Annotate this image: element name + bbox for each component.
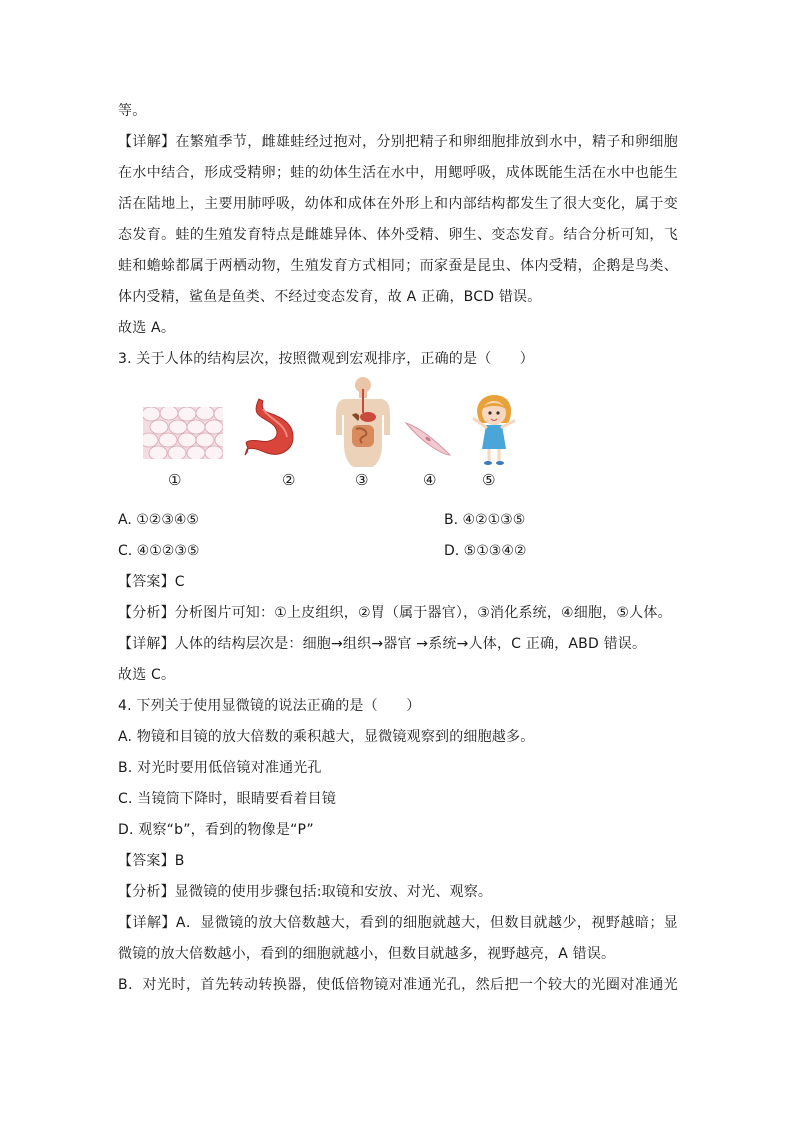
figure-label-3: ③ xyxy=(355,471,369,489)
text-line: 在水中结合，形成受精卵；蛙的幼体生活在水中，用鳃呼吸，成体既能生活在水中也能生 xyxy=(118,165,678,181)
question-4-stem: 4. 下列关于使用显微镜的说法正确的是（ ） xyxy=(118,698,421,714)
epithelial-tissue-image xyxy=(143,407,223,459)
figure-label-1: ① xyxy=(168,471,182,489)
document-page xyxy=(118,96,678,1001)
option-b: B. ④②①③⑤ xyxy=(444,512,526,528)
text-line: 活在陆地上，主要用肺呼吸，幼体和成体在外形上和内部结构都发生了很大变化，属于变 xyxy=(118,196,678,212)
text-line: 故选 A。 xyxy=(118,320,176,336)
digestive-system-image xyxy=(332,375,394,467)
analysis-line: 【分析】分析图片可知：①上皮组织，②胃（属于器官），③消化系统，④细胞，⑤人体。 xyxy=(118,605,672,621)
answer-line: 【答案】B xyxy=(118,853,185,869)
option-b: B. 对光时要用低倍镜对准通光孔 xyxy=(118,760,322,776)
explanation-line: 【详解】人体的结构层次是：细胞→组织→器官 →系统→人体，C 正确，ABD 错误。 xyxy=(118,636,647,652)
text-line: 【详解】在繁殖季节，雌雄蛙经过抱对，分别把精子和卵细胞排放到水中，精子和卵细胞 xyxy=(118,134,678,150)
option-c: C. ④①②③⑤ xyxy=(118,543,200,559)
figure-label-2: ② xyxy=(282,471,296,489)
question-3-options xyxy=(118,505,678,567)
option-d: D. 观察“b”，看到的物像是“P” xyxy=(118,822,314,838)
text-line: 微镜的放大倍数越小，看到的细胞就越小，但数目就越多，视野越亮，A 错误。 xyxy=(118,946,616,962)
option-d: D. ⑤①③④② xyxy=(444,543,527,559)
answer-line: 【答案】C xyxy=(118,574,185,590)
structure-figure-row xyxy=(118,375,678,505)
explanation-line: 【详解】A．显微镜的放大倍数越大，看到的细胞就越大，但数目就越少，视野越暗；显 xyxy=(118,915,678,931)
text-line: 蛙和蟾蜍都属于两栖动物，生殖发育方式相同；而家蚕是昆虫、体内受精，企鹅是鸟类、 xyxy=(118,258,678,274)
option-a: A. 物镜和目镜的放大倍数的乘积越大，显微镜观察到的细胞越多。 xyxy=(118,729,535,745)
option-a: A. ①②③④⑤ xyxy=(118,512,199,528)
figure-label-4: ④ xyxy=(423,471,437,489)
text-line: 态发育。蛙的生殖发育特点是雌雄异体、体外受精、卵生、变态发育。结合分析可知，飞 xyxy=(118,227,678,243)
human-girl-image xyxy=(468,395,518,467)
text-line: 体内受精，鲨鱼是鱼类、不经过变态发育，故 A 正确，BCD 错误。 xyxy=(118,289,542,305)
text-line: B．对光时，首先转动转换器，使低倍物镜对准通光孔，然后把一个较大的光圈对准通光 xyxy=(118,977,678,993)
text-line: 等。 xyxy=(118,103,147,119)
stomach-image xyxy=(241,397,303,459)
muscle-cell-image xyxy=(404,419,452,459)
text-line: 故选 C。 xyxy=(118,667,176,683)
figure-label-5: ⑤ xyxy=(482,471,496,489)
analysis-line: 【分析】显微镜的使用步骤包括:取镜和安放、对光、观察。 xyxy=(118,884,493,900)
option-c: C. 当镜筒下降时，眼睛要看着目镜 xyxy=(118,791,337,807)
question-3-stem: 3. 关于人体的结构层次，按照微观到宏观排序，正确的是（ ） xyxy=(118,351,535,367)
